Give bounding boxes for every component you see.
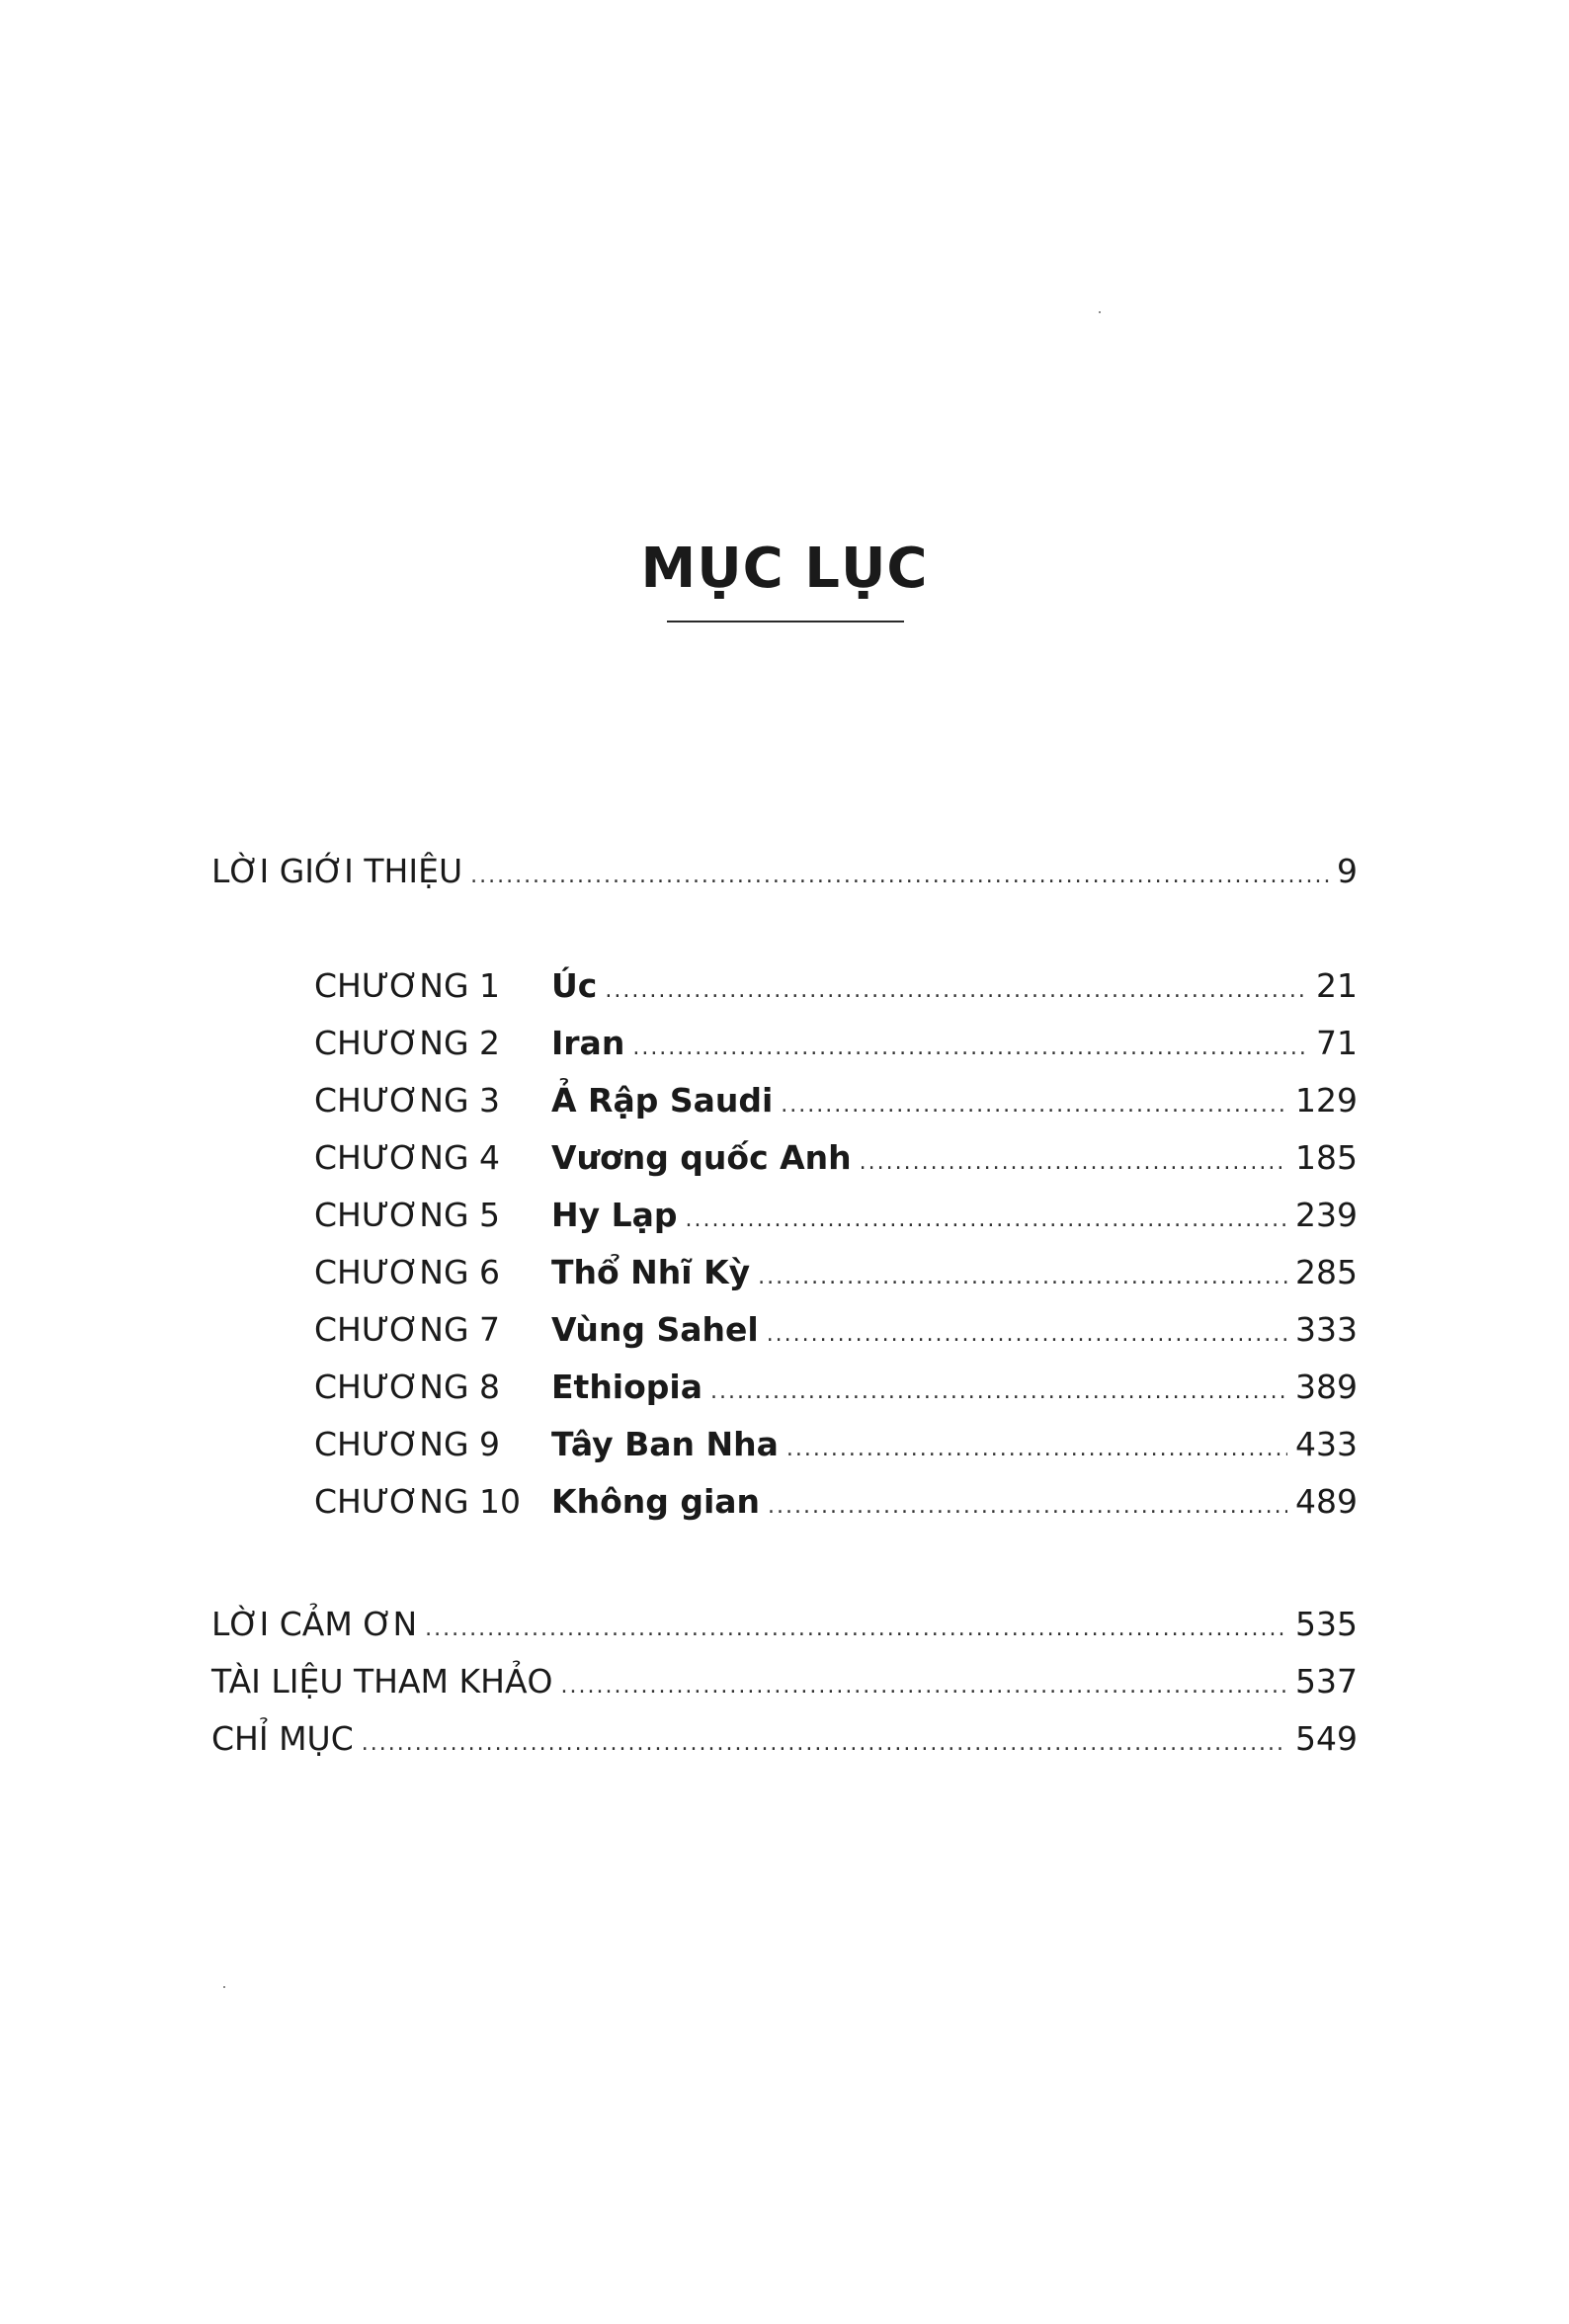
- toc-entry-chapter-2[interactable]: [314, 1024, 1358, 1068]
- chapter-title: Thổ Nhĩ Kỳ: [551, 1253, 751, 1291]
- toc-page-number: 535: [1295, 1605, 1358, 1643]
- toc-entry-chapter-9[interactable]: [314, 1425, 1358, 1469]
- chapter-title: Vương quốc Anh: [551, 1138, 852, 1177]
- dot-leader: [768, 1487, 1287, 1527]
- toc-page-number: 433: [1295, 1425, 1358, 1463]
- dot-leader: [686, 1201, 1287, 1240]
- toc-page-number: 21: [1316, 966, 1358, 1005]
- chapter-number: CHƯƠNG 8: [314, 1368, 501, 1406]
- toc-page-number: 389: [1295, 1368, 1358, 1406]
- dot-leader: [561, 1667, 1287, 1706]
- chapter-number: CHƯƠNG 5: [314, 1196, 501, 1234]
- toc-entry-intro[interactable]: [211, 852, 1358, 896]
- toc-entry-label: LỜI GIỚI THIỆU: [211, 852, 463, 890]
- toc-entry-chapter-10[interactable]: [314, 1482, 1358, 1527]
- chapter-number: CHƯƠNG 2: [314, 1024, 501, 1062]
- dot-leader: [710, 1372, 1287, 1412]
- chapter-number: CHƯƠNG 10: [314, 1482, 522, 1521]
- toc-entry-label: CHỈ MỤC: [211, 1719, 354, 1758]
- chapter-number: CHƯƠNG 1: [314, 966, 501, 1005]
- toc-page-number: 489: [1295, 1482, 1358, 1521]
- chapter-title: Ả Rập Saudi: [551, 1081, 774, 1120]
- dot-leader: [470, 857, 1329, 896]
- toc-entry-chapter-4[interactable]: [314, 1138, 1358, 1183]
- dot-leader: [758, 1258, 1287, 1297]
- chapter-number: CHƯƠNG 6: [314, 1253, 501, 1291]
- chapter-title: Vùng Sahel: [551, 1310, 759, 1349]
- dot-leader: [786, 1430, 1287, 1469]
- scan-speck: [223, 1986, 225, 1988]
- dot-leader: [362, 1724, 1287, 1764]
- dot-leader: [767, 1315, 1287, 1355]
- chapter-title: Úc: [551, 966, 598, 1005]
- chapter-number: CHƯƠNG 7: [314, 1310, 501, 1349]
- toc-entry-chapter-5[interactable]: [314, 1196, 1358, 1240]
- chapter-title: Ethiopia: [551, 1368, 702, 1406]
- chapter-number: CHƯƠNG 4: [314, 1138, 501, 1177]
- chapter-title: Hy Lạp: [551, 1196, 678, 1234]
- dot-leader: [632, 1029, 1308, 1068]
- toc-entry-references[interactable]: [211, 1662, 1358, 1706]
- toc-page-number: 71: [1316, 1024, 1358, 1062]
- toc-entry-chapter-3[interactable]: [314, 1081, 1358, 1125]
- toc-entry-label: LỜI CẢM ƠN: [211, 1605, 418, 1643]
- toc-page-number: 333: [1295, 1310, 1358, 1349]
- dot-leader: [781, 1086, 1287, 1125]
- chapter-number: CHƯƠNG 3: [314, 1081, 501, 1120]
- toc-entry-chapter-1[interactable]: [314, 966, 1358, 1011]
- chapter-number: CHƯƠNG 9: [314, 1425, 501, 1463]
- dot-leader: [605, 971, 1308, 1011]
- toc-page-number: 239: [1295, 1196, 1358, 1234]
- dot-leader: [425, 1610, 1287, 1649]
- toc-page-number: 285: [1295, 1253, 1358, 1291]
- chapter-title: Không gian: [551, 1482, 761, 1521]
- toc-page-number: 185: [1295, 1138, 1358, 1177]
- toc-entry-index[interactable]: [211, 1719, 1358, 1764]
- toc-page-number: 9: [1337, 852, 1358, 890]
- toc-page-number: 537: [1295, 1662, 1358, 1701]
- title-underline: [667, 621, 904, 622]
- chapter-title: Tây Ban Nha: [551, 1425, 779, 1463]
- toc-page-number: 549: [1295, 1719, 1358, 1758]
- dot-leader: [860, 1143, 1287, 1183]
- toc-entry-acknowledgements[interactable]: [211, 1605, 1358, 1649]
- toc-entry-label: TÀI LIỆU THAM KHẢO: [211, 1662, 553, 1701]
- toc-entry-chapter-8[interactable]: [314, 1368, 1358, 1412]
- toc-page-number: 129: [1295, 1081, 1358, 1120]
- toc-entry-chapter-6[interactable]: [314, 1253, 1358, 1297]
- page-title: MỤC LỤC: [640, 537, 929, 601]
- scan-speck: [1099, 311, 1101, 313]
- chapter-title: Iran: [551, 1024, 625, 1062]
- toc-entry-chapter-7[interactable]: [314, 1310, 1358, 1355]
